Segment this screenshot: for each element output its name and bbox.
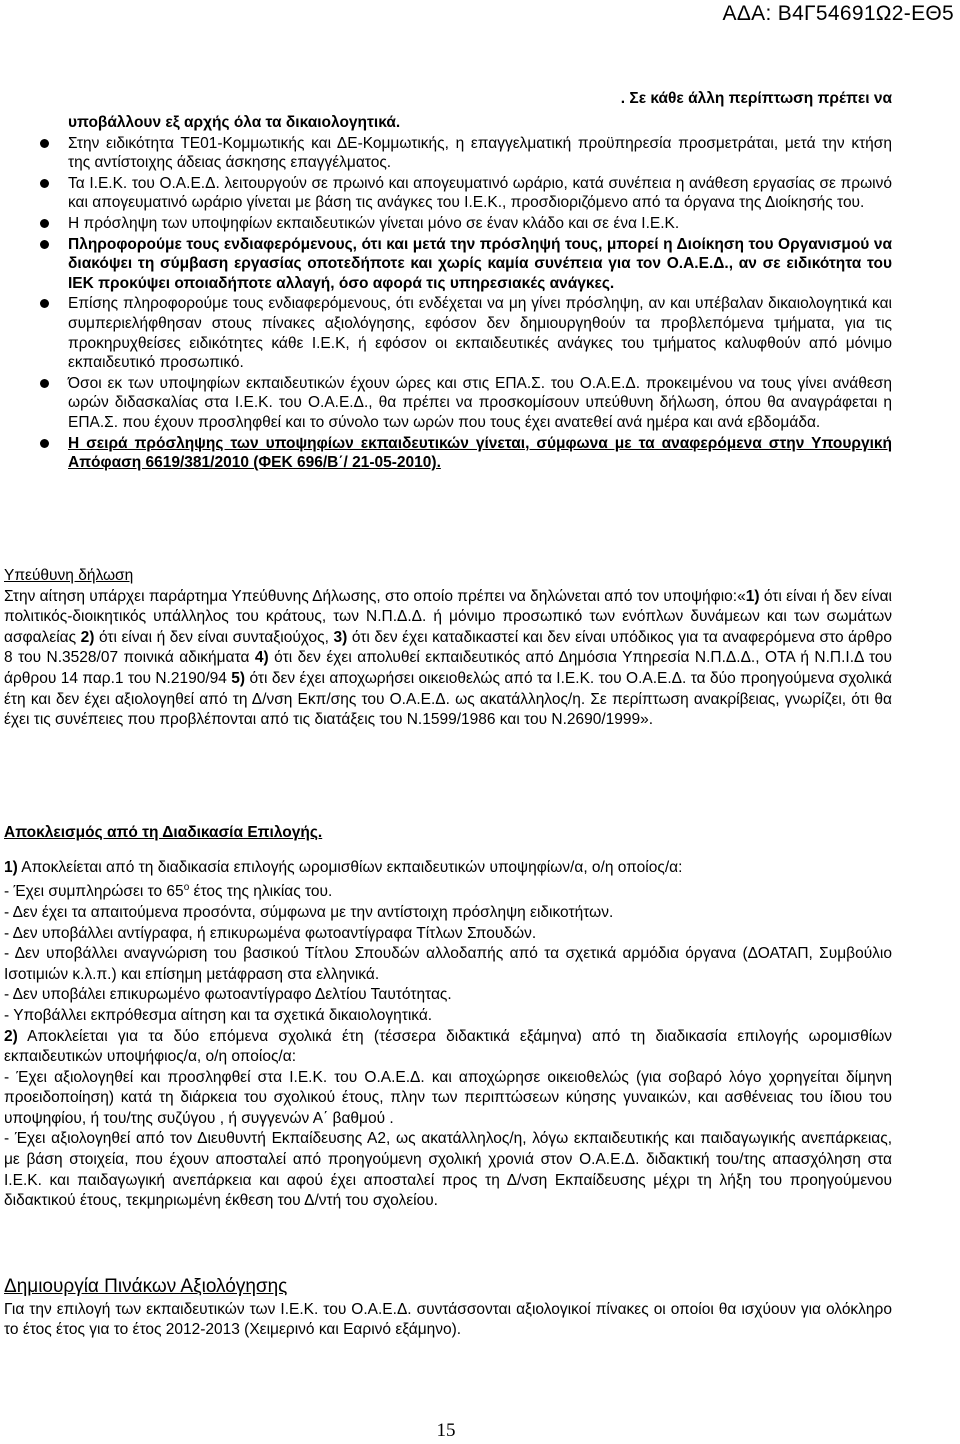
bullet-item: Η πρόσληψη των υποψηφίων εκπαιδευτικών γίνεται μόνο σε έναν κλάδο και σε ένα Ι.Ε.Κ.	[40, 214, 892, 234]
tables-title: Δημιουργία Πινάκων Αξιολόγησης	[4, 1276, 288, 1297]
top-fragment-text: . Σε κάθε άλλη περίπτωση πρέπει να	[620, 90, 892, 107]
bullet-item: Πληροφορούμε τους ενδιαφερόμενους, ότι και μετά την πρόσληψή τους, μπορεί η Διοίκηση του Οργανισμού να διακόψει τη σύμβαση εργασίας οποτεδήποτε και χωρίς καμία συνέπεια για τον Ο.Α.Ε.Δ., αν σε ειδικότητα του ΙΕΚ προκύψει οποιαδήποτε αλλαγή, όσο αφορά τις υπηρεσιακές ανάγκες.	[40, 235, 892, 294]
exclusion-title: Αποκλεισμός από τη Διαδικασία Επιλογής.	[4, 824, 323, 841]
exclusion-item: - Έχει αξιολογηθεί και προσληφθεί στα Ι.Ε.Κ. του Ο.Α.Ε.Δ. και αποχώρησε οικειοθελώς (για σοβαρό λόγο χορηγείται δίμηνη προειδοποίηση) κατά τη διάρκεια του σχολικού έτους, πλην των περιπτώσεων κύησης γυναικών, και ασθένειας του ίδιου του υποψηφίου, ή του/της συζύγου , ή συγγενών Α΄ βαθμού .	[4, 1068, 892, 1127]
bullet-item: Η σειρά πρόσληψης των υποψηφίων εκπαιδευτικών γίνεται, σύμφωνα με τα αναφερόμενα στην Υπουργική Απόφαση 6619/381/2010 (ΦΕΚ 696/Β΄/ 21-05-2010).	[40, 434, 892, 473]
tables-section	[4, 1277, 892, 1341]
bullet-item: Στην ειδικότητα ΤΕ01-Κομμωτικής και ΔΕ-Κομμωτικής, η επαγγελματική προϋπηρεσία προσμετράται, μετά την κτήση της αντίστοιχης άδειας άσκησης επαγγέλματος.	[40, 134, 892, 173]
exclusion-item: - Δεν υποβάλει επικυρωμένο φωτοαντίγραφο Δελτίου Ταυτότητας.	[4, 986, 452, 1004]
exclusion-item: - Έχει αξιολογηθεί από τον Διευθυντή Εκπαίδευσης Α2, ως ακατάλληλος/η, λόγω εκπαιδευτικής και παιδαγωγικής ανεπάρκειας, με βάση στοιχεία, που έχουν αποσταλεί από προηγούμενη σχολική χρονιά στον Ο.Α.Ε.Δ. διδακτική του/της απασχόληση στα Ι.Ε.Κ. και παιδαγωγική ανεπάρκεια και αφού έχει αποσταλεί προς τη Δ/νση Εκπαίδευσης μέχρι τη λήξη του προηγούμενου διδακτικού έτους, τεκμηριωμένη έκθεση του Δ/ντή του σχολείου.	[4, 1130, 892, 1210]
page-number: 15	[436, 1420, 456, 1441]
exclusion-item: - Δεν υποβάλλει αντίγραφα, ή επικυρωμένα φωτοαντίγραφα Τίτλων Σπουδών.	[4, 924, 537, 942]
bullet-item: Τα Ι.Ε.Κ. του Ο.Α.Ε.Δ. λειτουργούν σε πρωινό και απογευματινό ωράριο, κατά συνέπεια η ανάθεση εργασίας σε πρωινό και απογευματινό ωράριο γίνεται με βάση τις ανάγκες του Ι.Ε.Κ., προσδιοριζόμενο από τα όργανα της Διοίκησής του.	[40, 174, 892, 213]
document-code: ΑΔΑ: Β4Γ54691Ω2-ΕΘ5	[722, 2, 954, 25]
bullet-item: υποβάλλουν εξ αρχής όλα τα δικαιολογητικά.	[68, 114, 401, 131]
bullet-item: Επίσης πληροφορούμε τους ενδιαφερόμενους, ότι ενδέχεται να μη γίνει πρόσληψη, αν και υπέβαλαν δικαιολογητικά και συμπεριελήφθησαν στους πίνακες αξιολόγησης, εφόσον δεν δημιουργηθούν τα προβλεπόμενα τμήματα, για τις προκηρυχθείσες ειδικότητες κάθε Ι.Ε.Κ, ή εφόσον οι εκπαιδευτικές ανάγκες του τμήματος καλυφθούν από μόνιμο εκπαιδευτικό προσωπικό.	[40, 294, 892, 372]
exclusion-intro-2: 2) Αποκλείεται για τα δύο επόμενα σχολικά έτη (τέσσερα διδακτικά εξάμηνα) από τη διαδικασία επιλογής ωρομισθίων εκπαιδευτικών υποψήφιος/α, ο/η οποίος/α:	[4, 1027, 892, 1066]
exclusion-item: - Δεν υποβάλλει αναγνώριση του βασικού Τίτλου Σπουδών αλλοδαπής από τα σχετικά αρμόδια όργανα (ΔΟΑΤΑΠ, Συμβούλιο Ισοτιμιών κ.λ.π.) και επίσημη μετάφραση στα ελληνικά.	[4, 945, 892, 983]
bullet-item: Όσοι εκ των υποψηφίων εκπαιδευτικών έχουν ώρες και στις ΕΠΑ.Σ. του Ο.Α.Ε.Δ. προκειμένου να τους γίνει ανάθεση ωρών διδασκαλίας στα Ι.Ε.Κ. του Ο.Α.Ε.Δ., θα πρέπει να προσκομίσουν υπεύθυνη δήλωση, όπου θα αναγράφεται η ΕΠΑ.Σ. που έχουν προσληφθεί και το σύνολο των ωρών που τους έχει ανατεθεί ανά ημέρα και ανά εβδομάδα.	[40, 374, 892, 433]
declaration-section	[4, 566, 892, 731]
exclusion-item: - Υποβάλλει εκπρόθεσμα αίτηση και τα σχετικά δικαιολογητικά.	[4, 1006, 433, 1024]
bullet-list	[40, 113, 892, 474]
exclusion-age-item: - Έχει συμπληρώσει το $65^o$ έτος της ηλικίας του.	[4, 882, 333, 901]
declaration-text: Στην αίτηση υπάρχει παράρτημα Υπεύθυνης Δήλωσης, στο οποίο πρέπει να δηλώνεται από τον υποψήφιο:«1) ότι είναι ή δεν είναι πολιτικός-διοικητικός υπάλληλος του κράτους, των Ν.Π.Δ.Δ. ή μόνιμο προσωπικό των ενόπλων δυνάμεων και των σωμάτων ασφαλείας 2) ότι είναι ή δεν είναι συνταξιούχος, 3) ότι δεν έχει καταδικαστεί και δεν είναι υπόδικος για τα αναφερόμενα στο άρθρο 8 του Ν.3528/07 ποινικά αδικήματα 4) ότι δεν έχει απολυθεί εκπαιδευτικός από Δημόσια Υπηρεσία Ν.Π.Δ.Δ., ΟΤΑ ή Ν.Π.Ι.Δ του άρθρου 14 παρ.1 του Ν.2190/94 5) ότι δεν έχει αποχωρήσει οικειοθελώς από τα Ι.Ε.Κ. του Ο.Α.Ε.Δ. τα δύο προηγούμενα σχολικά έτη και δεν έχει αξιολογηθεί από τη Δ/νση Εκπ/σης του Ο.Α.Ε.Δ. ως ακατάλληλος/η. Σε περίπτωση ανακρίβειας, γνωρίζει, ότι θα έχει τις συνέπειες που προβλέπονται από τις διατάξεις του Ν.1599/1986 και του Ν.2690/1999».	[4, 587, 893, 729]
exclusion-section	[4, 823, 892, 1212]
exclusion-intro-1: 1) Αποκλείεται από τη διαδικασία επιλογής ωρομισθίων εκπαιδευτικών υποψηφίων/α, ο/η οποίος/α:	[4, 858, 683, 876]
declaration-title: Υπεύθυνη δήλωση	[4, 567, 134, 584]
tables-text: Για την επιλογή των εκπαιδευτικών των Ι.Ε.Κ. του Ο.Α.Ε.Δ. συντάσσονται αξιολογικοί πίνακες οι οποίοι θα ισχύουν για ολόκληρο το έτος έτος για το έτος 2012-2013 (Χειμερινό και Εαρινό εξάμηνο).	[4, 1300, 892, 1339]
exclusion-item: - Δεν έχει τα απαιτούμενα προσόντα, σύμφωνα με την αντίστοιχη πρόσληψη ειδικοτήτων.	[4, 903, 614, 921]
